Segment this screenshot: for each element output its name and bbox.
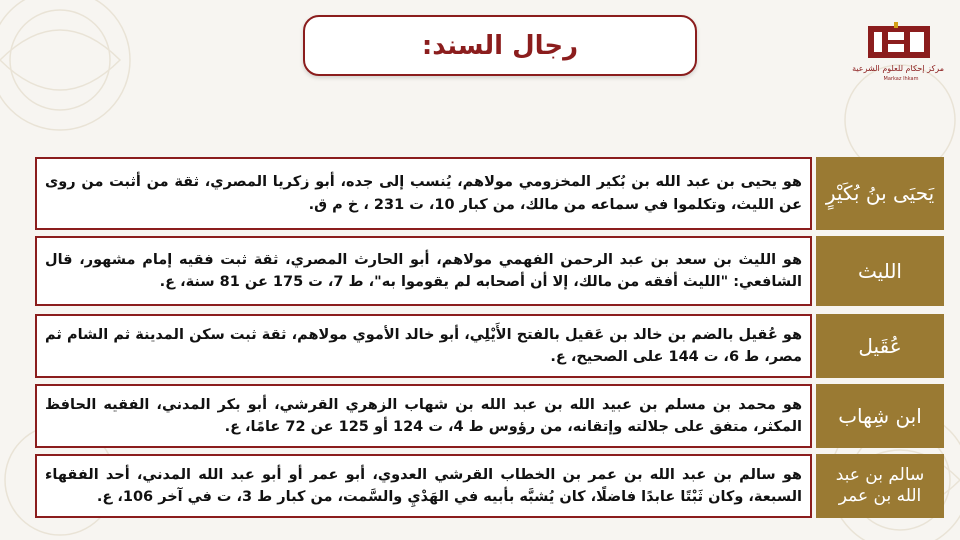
narrator-row — [35, 236, 944, 306]
title-box — [303, 15, 697, 76]
narrator-row — [35, 384, 944, 448]
narrator-name: عُقَيل — [816, 314, 944, 378]
narrator-name: ابن شِهاب — [816, 384, 944, 448]
logo — [852, 22, 944, 92]
narrator-row — [35, 454, 944, 518]
page-title: رجال السند: — [421, 30, 579, 61]
logo-subtitle: مركز إحكام للعلوم الشرعية — [852, 64, 944, 73]
narrator-row — [35, 314, 944, 378]
narrator-description: هو الليث بن سعد بن عبد الرحمن الفهمي مولاهم، أبو الحارث المصري، ثقة ثبت فقيه إمام مشهور، قال الشافعي: "الليث أفقه من مالك، إلا أن أصحابه لم يقوموا به"، ط 7، ت 175 عن 81 سنة، ع. — [35, 236, 812, 306]
narrator-row — [35, 157, 944, 230]
narrator-name: يَحيَى بنُ بُكَيْرٍ — [816, 157, 944, 230]
narrator-description: هو يحيى بن عبد الله بن بُكير المخزومي مولاهم، يُنسب إلى جده، أبو زكريا المصري، ثقة من أثبت من روى عن الليث، وتكلموا في سماعه من مالك، من كبار 10، ت 231 ، خ م ق. — [35, 157, 812, 230]
narrator-description: هو سالم بن عبد الله بن عمر بن الخطاب القرشي العدوي، أبو عمر أو أبو عبد الله المدني، أحد الفقهاء السبعة، وكان ثَبْتًا عابدًا فاضلًا، كان يُشبَّه بأبيه في الهَدْيِ والسَّمت، من كبار ط 3، ت في آخر 106، ع. — [35, 454, 812, 518]
narrator-name: سالم بن عبد الله بن عمر — [816, 454, 944, 518]
logo-mark — [868, 22, 930, 60]
logo-subtitle-latin: Markaz Ihkam — [883, 76, 919, 82]
narrator-description: هو محمد بن مسلم بن عبيد الله بن عبد الله بن شهاب الزهري القرشي، أبو بكر المدني، الفقيه الحافظ المكثر، متفق على جلالته وإتقانه، من رؤوس ط 4، ت 124 أو 125 عن 72 عامًا، ع. — [35, 384, 812, 448]
narrator-description: هو عُقيل بالضم بن خالد بن عَقيل بالفتح الأَيْلِي، أبو خالد الأموي مولاهم، ثقة ثبت سكن المدينة ثم الشام ثم مصر، ط 6، ت 144 على الصحيح، ع. — [35, 314, 812, 378]
narrator-name: الليث — [816, 236, 944, 306]
